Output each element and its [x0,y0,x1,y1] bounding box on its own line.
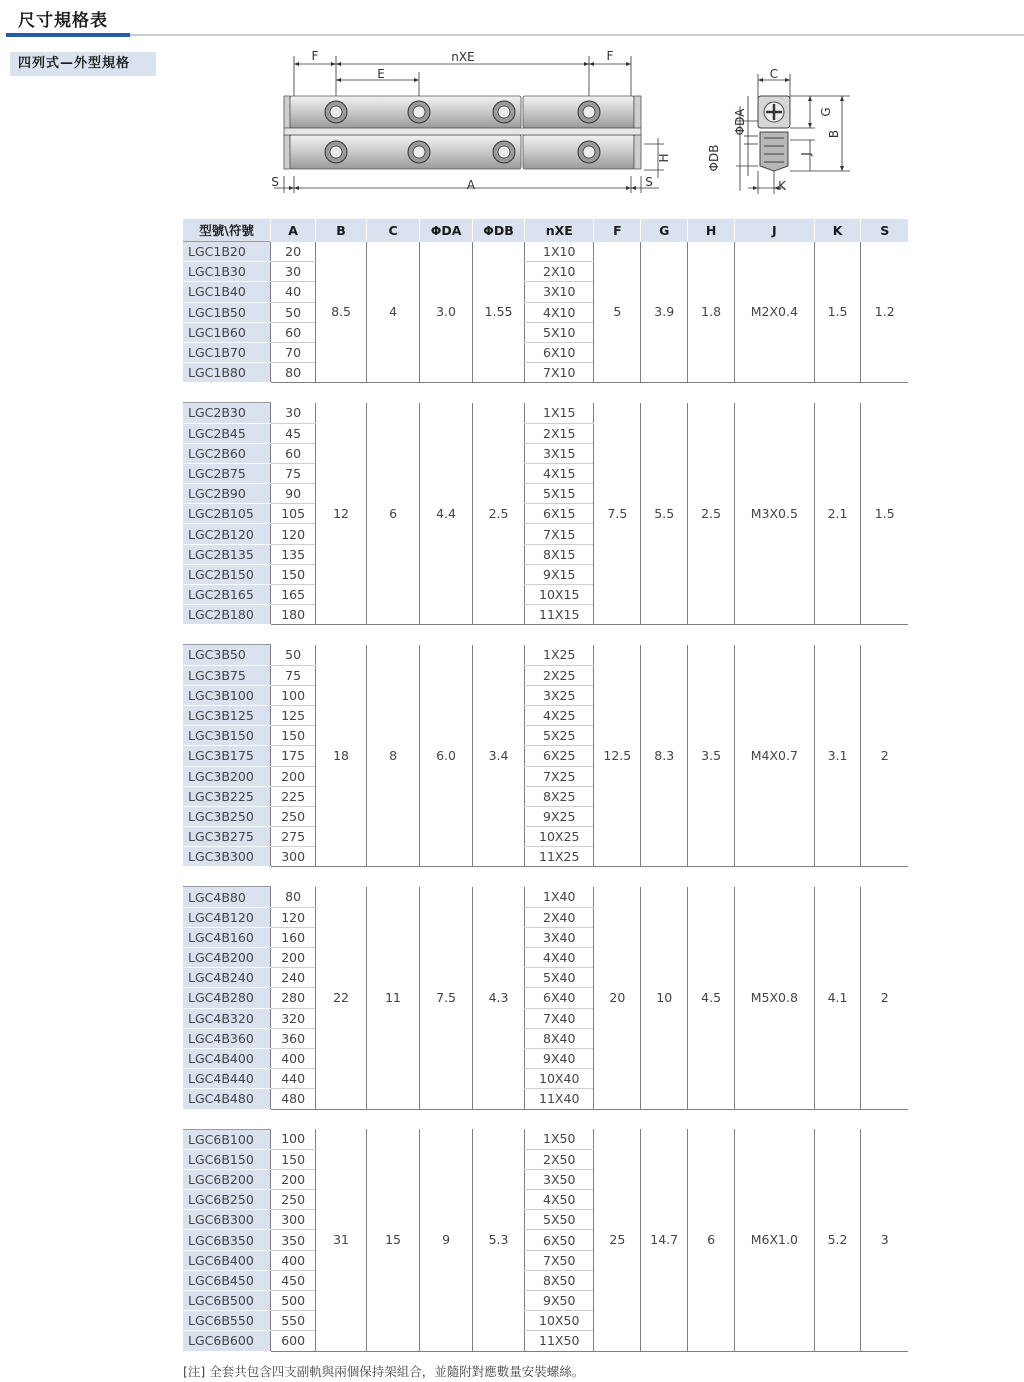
a-cell: 50 [271,645,316,665]
model-cell: LGC2B60 [183,443,271,463]
nxe-cell: 3X50 [525,1169,594,1189]
nxe-cell: 9X15 [525,564,594,584]
model-cell: LGC3B50 [183,645,271,665]
g-cell: 14.7 [641,1129,688,1351]
dim-da-label: ΦDA [733,108,747,136]
header-c: C [367,219,420,242]
model-cell: LGC4B160 [183,927,271,947]
model-cell: LGC2B30 [183,403,271,423]
nxe-cell: 5X15 [525,484,594,504]
model-cell: LGC2B120 [183,524,271,544]
h-cell: 2.5 [688,403,735,625]
dim-j-label: J [799,152,813,156]
nxe-cell: 1X40 [525,887,594,907]
a-cell: 150 [271,564,316,584]
a-cell: 280 [271,988,316,1008]
model-cell: LGC1B20 [183,242,271,262]
h-cell: 4.5 [688,887,735,1109]
table-row [183,1129,908,1149]
db-cell: 4.3 [473,887,525,1109]
model-cell: LGC4B480 [183,1089,271,1109]
a-cell: 275 [271,827,316,847]
nxe-cell: 2X40 [525,907,594,927]
nxe-cell: 6X40 [525,988,594,1008]
a-cell: 180 [271,605,316,625]
dim-f-right-label: F [606,49,614,63]
model-cell: LGC1B30 [183,262,271,282]
nxe-cell: 1X15 [525,403,594,423]
nxe-cell: 5X10 [525,322,594,342]
nxe-cell: 6X50 [525,1230,594,1250]
j-cell: M5X0.8 [735,887,815,1109]
model-cell: LGC3B150 [183,726,271,746]
nxe-cell: 9X25 [525,806,594,826]
header-h: H [688,219,735,242]
s-cell: 3 [861,1129,908,1351]
a-cell: 80 [271,887,316,907]
a-cell: 250 [271,806,316,826]
model-cell: LGC6B450 [183,1270,271,1290]
model-cell: LGC2B165 [183,585,271,605]
rail-side-view-drawing [700,66,850,198]
a-cell: 400 [271,1250,316,1270]
f-cell: 25 [594,1129,641,1351]
nxe-cell: 7X25 [525,766,594,786]
nxe-cell: 1X10 [525,242,594,262]
table-row [183,645,908,665]
model-cell: LGC1B80 [183,363,271,383]
model-cell: LGC1B70 [183,342,271,362]
dim-g-label: G [819,107,833,117]
g-cell: 8.3 [641,645,688,867]
nxe-cell: 2X50 [525,1149,594,1169]
model-cell: LGC6B500 [183,1291,271,1311]
nxe-cell: 6X15 [525,504,594,524]
nxe-cell: 11X40 [525,1089,594,1109]
nxe-cell: 7X15 [525,524,594,544]
nxe-cell: 9X40 [525,1048,594,1068]
header-k: K [814,219,861,242]
j-cell: M2X0.4 [735,242,815,383]
b-cell: 12 [316,403,367,625]
model-cell: LGC4B320 [183,1008,271,1028]
model-cell: LGC2B150 [183,564,271,584]
da-cell: 7.5 [420,887,473,1109]
page-title: 尺寸規格表 [18,11,108,31]
table-row [183,403,908,423]
dim-s-left-label: S [271,175,279,189]
model-cell: LGC2B75 [183,463,271,483]
nxe-cell: 8X15 [525,544,594,564]
nxe-cell: 2X10 [525,262,594,282]
nxe-cell: 4X40 [525,948,594,968]
nxe-cell: 4X50 [525,1190,594,1210]
model-cell: LGC4B80 [183,887,271,907]
a-cell: 125 [271,705,316,725]
nxe-cell: 7X50 [525,1250,594,1270]
a-cell: 300 [271,1210,316,1230]
nxe-cell: 7X40 [525,1008,594,1028]
model-cell: LGC2B135 [183,544,271,564]
dimension-spec-table [183,219,908,1352]
model-cell: LGC3B75 [183,665,271,685]
group-spacer-cell [183,1109,908,1129]
nxe-cell: 9X50 [525,1291,594,1311]
header-f: F [594,219,641,242]
model-cell: LGC3B125 [183,705,271,725]
a-cell: 20 [271,242,316,262]
model-cell: LGC4B120 [183,907,271,927]
g-cell: 10 [641,887,688,1109]
model-cell: LGC6B350 [183,1230,271,1250]
table-row [183,887,908,907]
a-cell: 250 [271,1190,316,1210]
nxe-cell: 3X15 [525,443,594,463]
nxe-cell: 4X10 [525,302,594,322]
j-cell: M6X1.0 [735,1129,815,1351]
model-cell: LGC3B225 [183,786,271,806]
a-cell: 80 [271,363,316,383]
group-spacer-cell [183,867,908,887]
a-cell: 150 [271,1149,316,1169]
nxe-cell: 1X50 [525,1129,594,1149]
header-j: J [735,219,815,242]
k-cell: 4.1 [814,887,861,1109]
a-cell: 240 [271,968,316,988]
a-cell: 165 [271,585,316,605]
a-cell: 105 [271,504,316,524]
g-cell: 3.9 [641,242,688,383]
nxe-cell: 3X25 [525,685,594,705]
dim-s-right-label: S [645,175,653,189]
footnote: [注] 全套共包含四支副軌與兩個保持架組合，並隨附對應數量安裝螺絲。 [183,1364,585,1379]
a-cell: 320 [271,1008,316,1028]
model-cell: LGC6B400 [183,1250,271,1270]
model-cell: LGC4B280 [183,988,271,1008]
c-cell: 15 [367,1129,420,1351]
a-cell: 60 [271,322,316,342]
section-label: 四列式—外型規格 [10,52,156,76]
dim-h-label: H [657,153,671,163]
header-da: ΦDA [420,219,473,242]
model-cell: LGC2B105 [183,504,271,524]
model-cell: LGC2B90 [183,484,271,504]
model-cell: LGC6B300 [183,1210,271,1230]
nxe-cell: 4X15 [525,463,594,483]
header-b: B [316,219,367,242]
a-cell: 30 [271,403,316,423]
j-cell: M4X0.7 [735,645,815,867]
nxe-cell: 6X25 [525,746,594,766]
title-underline [130,34,1024,36]
model-cell: LGC6B150 [183,1149,271,1169]
nxe-cell: 8X50 [525,1270,594,1290]
group-spacer-cell [183,383,908,403]
a-cell: 160 [271,927,316,947]
a-cell: 500 [271,1291,316,1311]
b-cell: 22 [316,887,367,1109]
nxe-cell: 2X15 [525,423,594,443]
a-cell: 40 [271,282,316,302]
a-cell: 175 [271,746,316,766]
h-cell: 3.5 [688,645,735,867]
model-cell: LGC6B100 [183,1129,271,1149]
s-cell: 1.2 [861,242,908,383]
model-cell: LGC3B250 [183,806,271,826]
nxe-cell: 10X25 [525,827,594,847]
c-cell: 6 [367,403,420,625]
nxe-cell: 8X40 [525,1028,594,1048]
nxe-cell: 10X40 [525,1069,594,1089]
header-db: ΦDB [473,219,525,242]
model-cell: LGC6B550 [183,1311,271,1331]
nxe-cell: 1X25 [525,645,594,665]
dim-nxe-label: nXE [451,50,475,64]
model-cell: LGC1B40 [183,282,271,302]
a-cell: 135 [271,544,316,564]
nxe-cell: 3X10 [525,282,594,302]
db-cell: 1.55 [473,242,525,383]
group-spacer [183,867,908,887]
group-spacer [183,1109,908,1129]
s-cell: 1.5 [861,403,908,625]
a-cell: 225 [271,786,316,806]
db-cell: 3.4 [473,645,525,867]
a-cell: 150 [271,726,316,746]
k-cell: 3.1 [814,645,861,867]
a-cell: 200 [271,1169,316,1189]
nxe-cell: 11X50 [525,1331,594,1351]
c-cell: 8 [367,645,420,867]
a-cell: 50 [271,302,316,322]
nxe-cell: 10X15 [525,585,594,605]
model-cell: LGC6B250 [183,1190,271,1210]
nxe-cell: 3X40 [525,927,594,947]
table-header-row [183,219,908,242]
model-cell: LGC3B100 [183,685,271,705]
group-spacer-cell [183,625,908,645]
nxe-cell: 4X25 [525,705,594,725]
a-cell: 90 [271,484,316,504]
model-cell: LGC6B600 [183,1331,271,1351]
a-cell: 440 [271,1069,316,1089]
a-cell: 75 [271,463,316,483]
f-cell: 12.5 [594,645,641,867]
dim-b-label: B [827,129,841,139]
nxe-cell: 8X25 [525,786,594,806]
model-cell: LGC1B50 [183,302,271,322]
a-cell: 100 [271,685,316,705]
a-cell: 400 [271,1048,316,1068]
h-cell: 1.8 [688,242,735,383]
a-cell: 480 [271,1089,316,1109]
j-cell: M3X0.5 [735,403,815,625]
dim-a-label: A [466,178,476,192]
title-underline-accent [6,33,130,37]
a-cell: 300 [271,847,316,867]
header-s: S [861,219,908,242]
model-cell: LGC4B360 [183,1028,271,1048]
header-g: G [641,219,688,242]
rail-top-view-drawing [264,48,684,198]
da-cell: 4.4 [420,403,473,625]
a-cell: 120 [271,524,316,544]
da-cell: 9 [420,1129,473,1351]
dim-f-left-label: F [311,49,319,63]
k-cell: 2.1 [814,403,861,625]
a-cell: 200 [271,766,316,786]
c-cell: 11 [367,887,420,1109]
s-cell: 2 [861,645,908,867]
nxe-cell: 11X25 [525,847,594,867]
model-cell: LGC4B200 [183,948,271,968]
table-row [183,242,908,262]
h-cell: 6 [688,1129,735,1351]
nxe-cell: 11X15 [525,605,594,625]
nxe-cell: 6X10 [525,342,594,362]
nxe-cell: 5X40 [525,968,594,988]
s-cell: 2 [861,887,908,1109]
model-cell: LGC4B440 [183,1069,271,1089]
a-cell: 70 [271,342,316,362]
group-spacer [183,625,908,645]
model-cell: LGC3B175 [183,746,271,766]
a-cell: 120 [271,907,316,927]
nxe-cell: 10X50 [525,1311,594,1331]
nxe-cell: 2X25 [525,665,594,685]
a-cell: 75 [271,665,316,685]
model-cell: LGC3B200 [183,766,271,786]
a-cell: 60 [271,443,316,463]
f-cell: 20 [594,887,641,1109]
k-cell: 5.2 [814,1129,861,1351]
f-cell: 7.5 [594,403,641,625]
model-cell: LGC3B300 [183,847,271,867]
g-cell: 5.5 [641,403,688,625]
nxe-cell: 7X10 [525,363,594,383]
da-cell: 6.0 [420,645,473,867]
a-cell: 45 [271,423,316,443]
group-spacer [183,383,908,403]
da-cell: 3.0 [420,242,473,383]
c-cell: 4 [367,242,420,383]
dim-c-label: C [769,67,779,81]
model-cell: LGC1B60 [183,322,271,342]
db-cell: 2.5 [473,403,525,625]
a-cell: 100 [271,1129,316,1149]
k-cell: 1.5 [814,242,861,383]
dim-k-label: K [778,179,786,193]
b-cell: 8.5 [316,242,367,383]
a-cell: 550 [271,1311,316,1331]
model-cell: LGC2B180 [183,605,271,625]
header-model: 型號\符號 [183,219,271,242]
a-cell: 360 [271,1028,316,1048]
a-cell: 350 [271,1230,316,1250]
model-cell: LGC4B400 [183,1048,271,1068]
header-nxe: nXE [525,219,594,242]
model-cell: LGC3B275 [183,827,271,847]
a-cell: 450 [271,1270,316,1290]
model-cell: LGC6B200 [183,1169,271,1189]
header-a: A [271,219,316,242]
a-cell: 600 [271,1331,316,1351]
model-cell: LGC2B45 [183,423,271,443]
nxe-cell: 5X50 [525,1210,594,1230]
a-cell: 200 [271,948,316,968]
model-cell: LGC4B240 [183,968,271,988]
b-cell: 18 [316,645,367,867]
b-cell: 31 [316,1129,367,1351]
a-cell: 30 [271,262,316,282]
dim-db-label: ΦDB [707,144,721,172]
nxe-cell: 5X25 [525,726,594,746]
db-cell: 5.3 [473,1129,525,1351]
f-cell: 5 [594,242,641,383]
dim-e-label: E [377,67,385,81]
